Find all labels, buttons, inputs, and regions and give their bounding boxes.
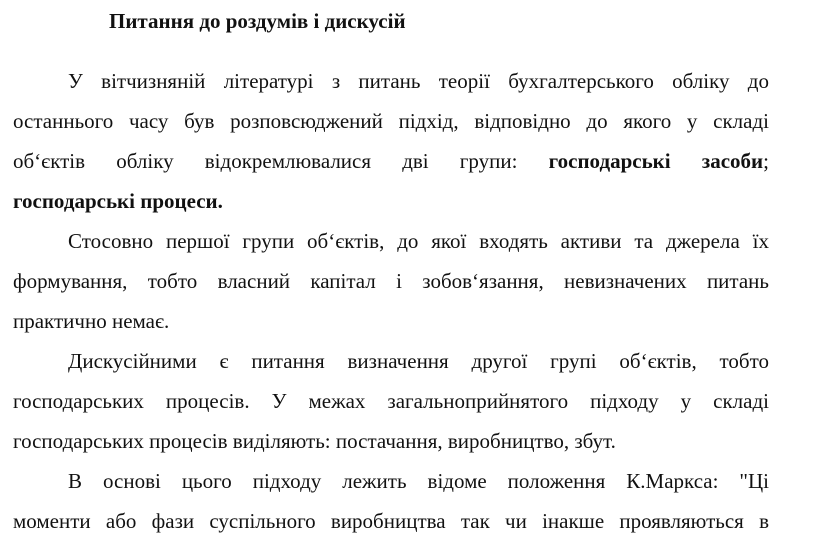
bold-term-assets: господарські засоби [548,149,764,173]
text-run: останнього часу був розповсюджений підхід, відповідно до якого у складі [13,109,769,133]
text-line [13,101,769,141]
text-run: господарських процесів виділяють: постачання, виробництво, збут. [13,429,616,453]
document-title: Питання до роздумів і дискусій [109,9,406,33]
paragraph-1 [13,61,769,221]
text-run: У вітчизняній літературі з питань теорії бухгалтерського обліку до [68,69,769,93]
text-line [13,301,769,341]
paragraph-2 [13,221,769,341]
text-run: В основі цього підходу лежить відоме положення К.Маркса: "Ці [68,469,769,493]
paragraph-3 [13,341,769,461]
text-line [13,461,769,501]
text-line [13,181,769,221]
text-line [13,221,769,261]
text-line [13,261,769,301]
text-run: Стосовно першої групи об‘єктів, до якої входять активи та джерела їх [68,229,769,253]
text-line [13,501,769,541]
text-line [13,61,769,101]
paragraph-4 [13,461,769,541]
text-line [13,381,769,421]
text-run: формування, тобто власний капітал і зобов‘язання, невизначених питань [13,269,769,293]
bold-term-processes: господарські процеси. [13,189,223,213]
text-run: практично немає. [13,309,170,333]
text-line [13,421,769,461]
text-run: об‘єктів обліку відокремлювалися дві групи: [13,149,549,173]
text-run: ; [763,149,769,173]
text-run: моменти або фази суспільного виробництва так чи інакше проявляються в [13,509,769,533]
text-run: Дискусійними є питання визначення другої групі об‘єктів, тобто [68,349,769,373]
text-line [13,141,769,181]
text-line [13,341,769,381]
text-run: господарських процесів. У межах загальноприйнятого підходу у складі [13,389,769,413]
